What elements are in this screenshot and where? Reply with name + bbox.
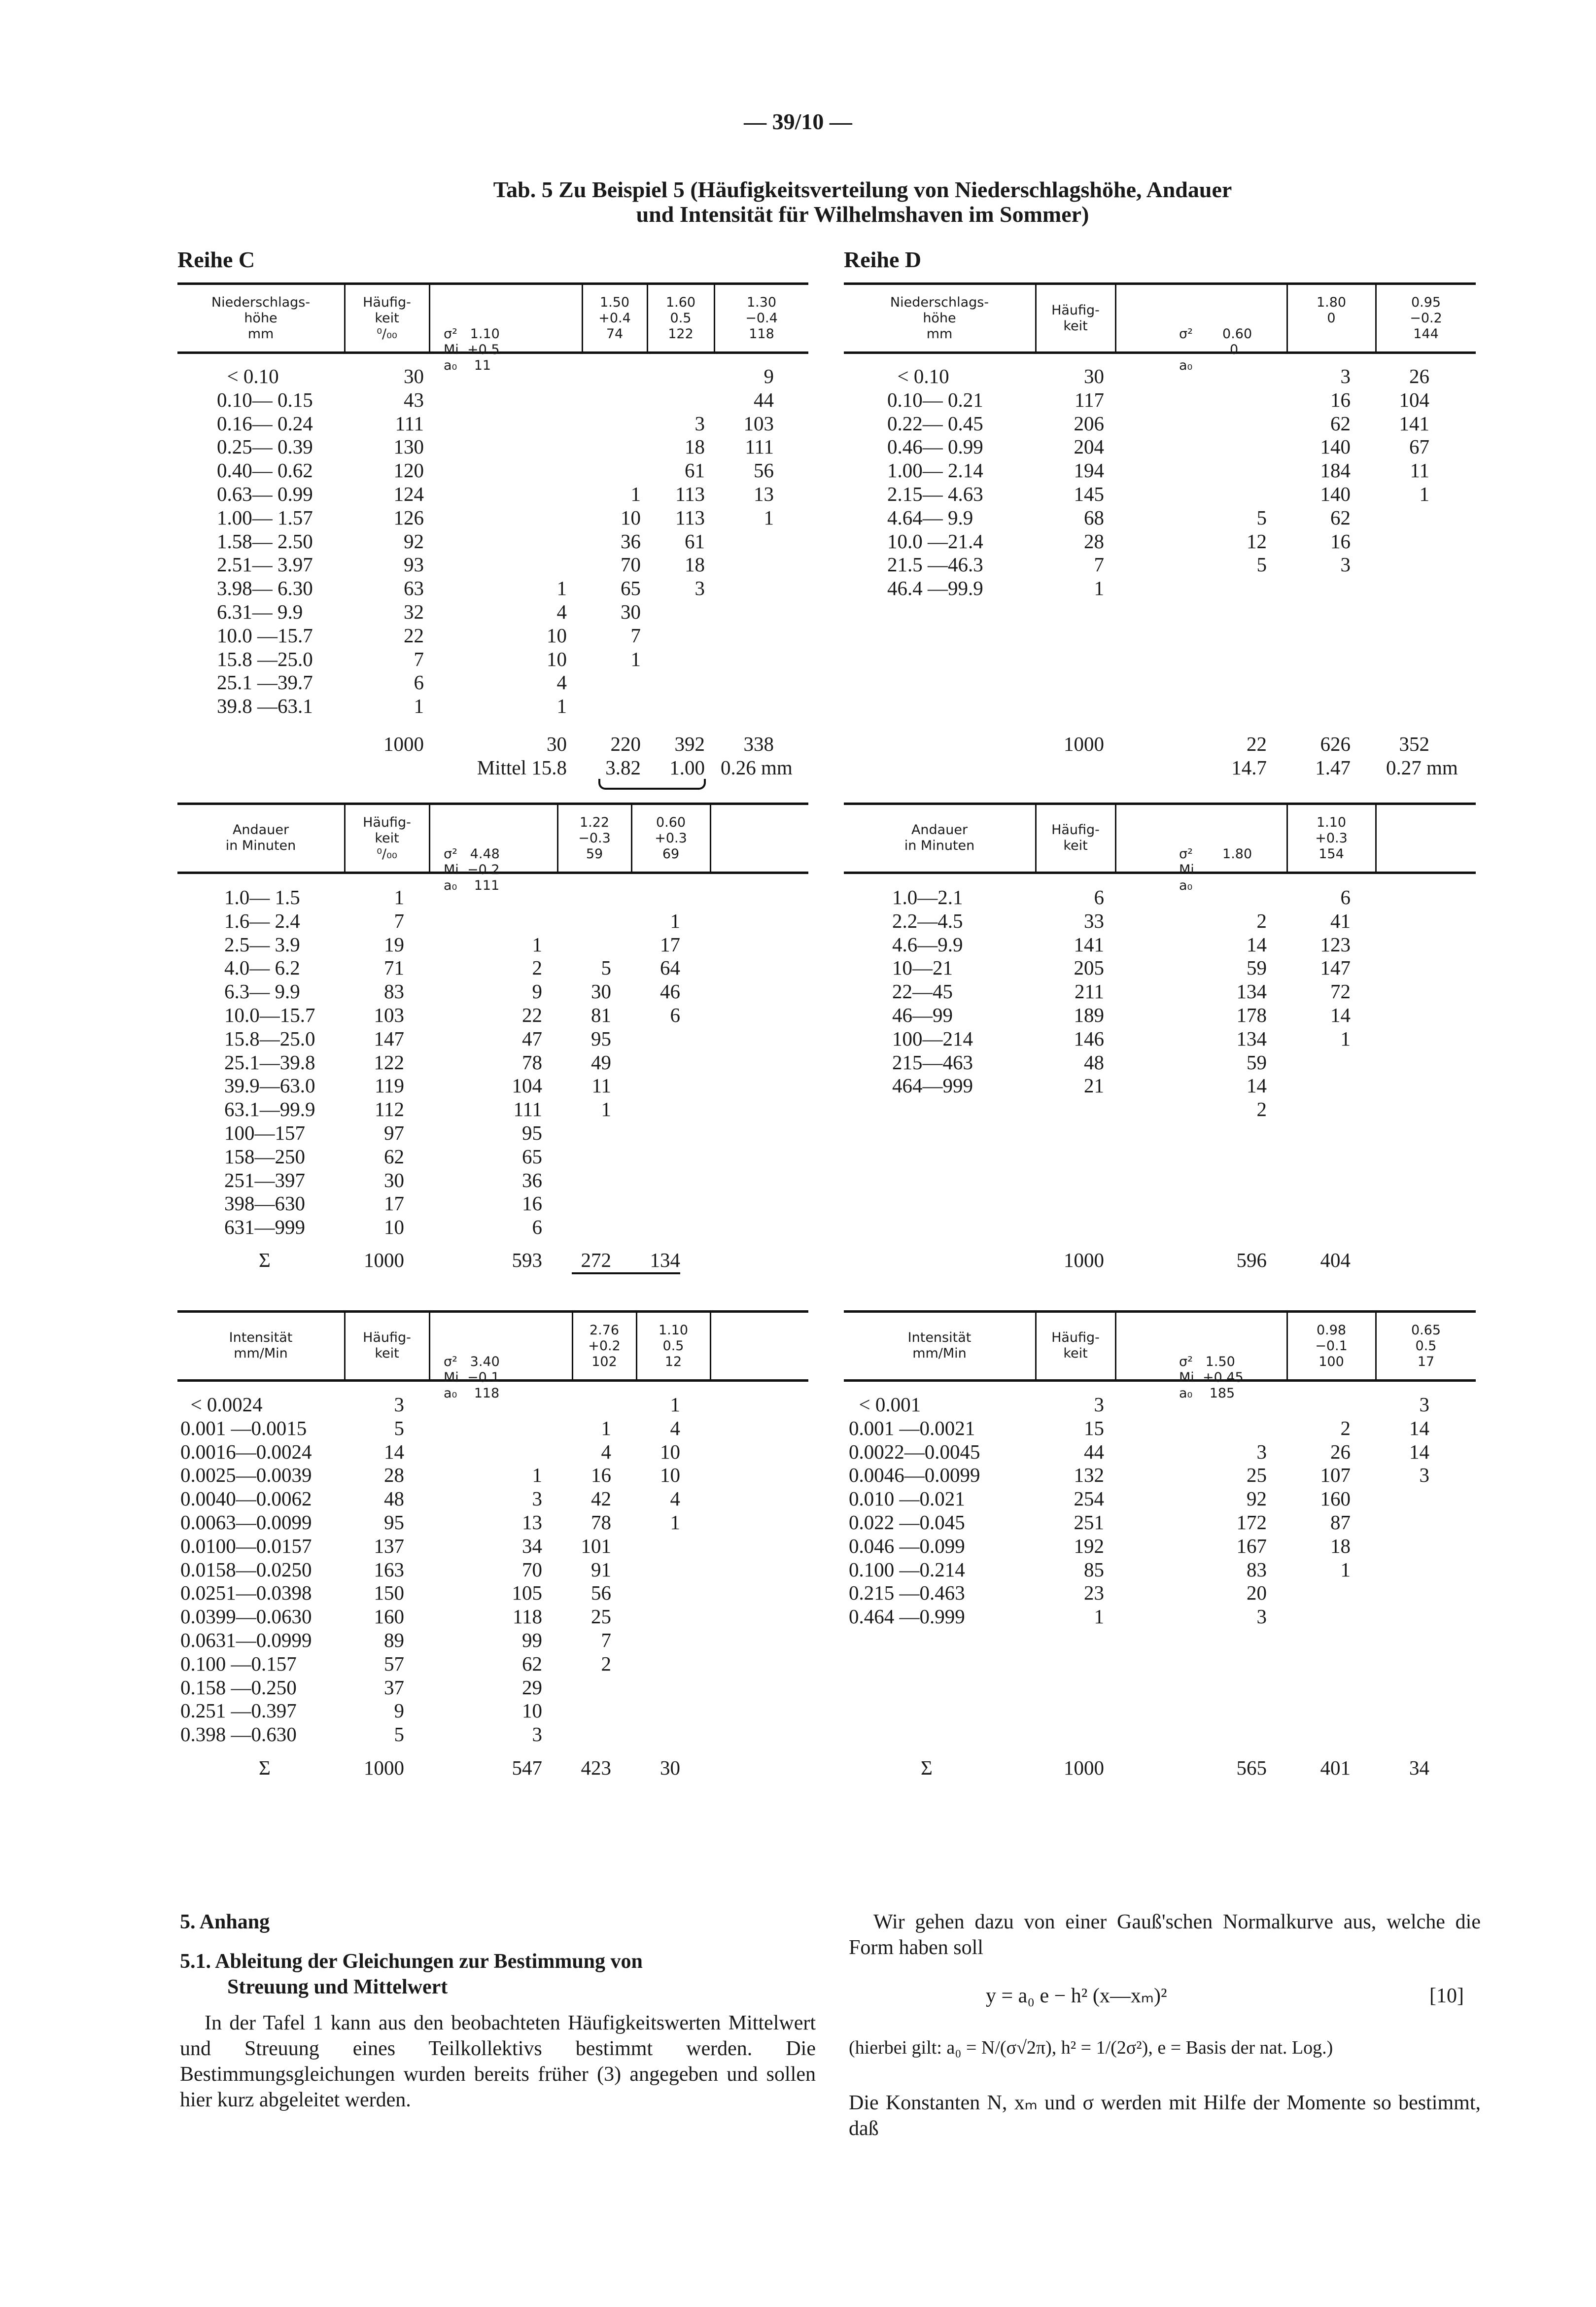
sigma-symbol: Σ [921,1756,933,1779]
column-frequency: 30 117 206 204 194 145 68 28 7 1 [1074,365,1104,600]
column-class-ranges: < 0.0024 0.001 —0.0015 0.0016—0.0024 0.0025—0.0039 0.0040—0.0062 0.0063—0.0099 0.0100—0.0157 0.0158—0.0250 0.0251—0.0398 0.0399—0.0630 0.0631—0.0999 0.100 —0.157 0.158 —0.250 0.251 —0.397 0.398 —0.630 [180,1393,312,1746]
header-frequency: Häufig- keit [1051,1330,1100,1361]
sum-param-1: 22 [1247,733,1267,755]
mittel-param-2: 1.47 [1315,756,1351,779]
column-frequency: 3 5 14 28 48 95 137 163 150 160 89 57 37 9 5 [374,1393,404,1746]
mittel-param-1: 14.7 [1231,756,1267,779]
right-paragraph-2: Die Konstanten N, xₘ und σ werden mit Hilfe der Momente so bestimmt, daß [849,2092,1481,2140]
sum-param-1: 593 [512,1249,542,1271]
sum-param-1: 565 [1236,1756,1267,1779]
formula-10: y = a₀ e − h² (x—xₘ)² [986,1985,1167,2007]
mittel-param-3: 1.00 [669,756,705,779]
column-param-1: 5 12 5 [1247,506,1267,576]
header-param-1: σ² 3.40 Mi −0.1 a₀ 118 [444,1354,500,1401]
column-frequency: 6 33 141 205 211 189 146 48 21 [1074,886,1104,1097]
column-frequency: 1 7 19 71 83 103 147 122 119 112 97 62 30 17 10 [374,886,404,1239]
column-frequency: 30 43 111 130 120 124 126 92 93 63 32 22 7 6 1 [393,365,424,718]
column-param-3: 1 4 10 10 4 1 [660,1393,680,1534]
sum-param-2: 423 [581,1756,611,1779]
sum-frequency: 1000 [364,1249,404,1271]
header-param-1: σ² 1.10 Mi +0.5 a₀ 11 [444,326,500,373]
caption-line-1: Tab. 5 Zu Beispiel 5 (Häufigkeitsverteilung von Niederschlagshöhe, Andauer [493,177,1232,202]
column-param-2: 6 41 123 147 72 14 1 [1320,886,1351,1050]
header-param-1: σ² 1.50 Mi +0.45 a₀ 185 [1179,1354,1244,1401]
header-frequency: Häufig- keit [1051,303,1100,334]
header-param-2: 1.22 −0.3 59 [578,815,611,862]
right-paragraph-1: Wir gehen dazu von einer Gauß'schen Normalkurve aus, welche die Form haben soll [849,1911,1481,1959]
mittel-param-4: 0.26 mm [721,756,793,779]
sum-frequency: 1000 [1064,733,1104,755]
header-param-3: 0.65 0.5 17 [1411,1323,1441,1369]
reihe-d-label: Reihe D [844,247,922,272]
column-class-ranges: < 0.001 0.001 —0.0021 0.0022—0.0045 0.0046—0.0099 0.010 —0.021 0.022 —0.045 0.046 —0.099 0.100 —0.214 0.215 —0.463 0.464 —0.999 [849,1393,980,1628]
header-param-3: 1.10 0.5 12 [658,1323,689,1369]
sum-param-3: 392 [674,733,705,755]
header-label: Andauer in Minuten [904,822,975,853]
header-frequency: Häufig- keit [363,1330,411,1361]
sum-param-3: 134 [650,1249,680,1271]
sigma-symbol: Σ [259,1249,271,1271]
sum-param-3: 352 [1399,733,1429,755]
sum-param-2: 272 [581,1249,611,1271]
column-param-3: 26 104 141 67 11 1 [1399,365,1429,505]
header-label: Andauer in Minuten [225,822,296,853]
formula-number: [10] [1429,1985,1464,2007]
sum-param-3: 30 [660,1756,680,1779]
column-param-2: 1 10 36 70 65 30 7 1 [621,482,641,670]
header-param-2: 2.76 +0.2 102 [588,1323,621,1369]
column-param-3: 1 17 64 46 6 [660,909,680,1026]
column-param-2: 3 16 62 140 184 140 62 16 3 [1320,365,1351,576]
column-class-ranges: < 0.10 0.10— 0.15 0.16— 0.24 0.25— 0.39 0.40— 0.62 0.63— 0.99 1.00— 1.57 1.58— 2.50 2.51— 3.97 3.98— 6.30 6.31— 9.9 10.0 —15.7 15.8 —25.0 25.1 —39.7 39.8 —63.1 [217,365,313,718]
column-param-1: 1 3 13 34 70 105 118 99 62 29 10 3 [512,1464,542,1746]
mittel-param-2: 3.82 [605,756,641,779]
header-param-1: σ² 0.60 0 a₀ [1179,326,1252,373]
header-label: Intensität mm/Min [229,1330,293,1361]
brace-mark [598,779,706,790]
column-param-2: 2 26 107 160 87 18 1 [1320,1416,1351,1581]
column-class-ranges: < 0.10 0.10— 0.21 0.22— 0.45 0.46— 0.99 1.00— 2.14 2.15— 4.63 4.64— 9.9 10.0 —21.4 21.5 —46.3 46.4 —99.9 [887,365,983,600]
table-caption [345,177,1380,227]
formula-hint: (hierbei gilt: a₀ = N/(σ√2π), h² = 1/(2σ²), e = Basis der nat. Log.) [849,2037,1333,2058]
sum-frequency: 1000 [1064,1249,1104,1271]
column-param-1: 2 14 59 134 178 134 59 14 2 [1236,909,1267,1121]
header-param-4: 1.30 −0.4 118 [745,295,778,342]
column-param-1: 3 25 92 172 167 83 20 3 [1236,1440,1267,1628]
sum-param-2: 404 [1320,1249,1351,1271]
header-param-3: 0.60 +0.3 69 [655,815,687,862]
header-param-2: 1.80 0 [1316,295,1347,326]
sum-param-4: 338 [743,733,774,755]
header-param-3: 0.95 −0.2 144 [1410,295,1442,342]
subsection-heading: 5.1. Ableitung der Gleichungen zur Bestimmung von Streuung und Mittelwert [180,1950,643,1998]
reihe-c-label: Reihe C [177,247,255,272]
sum-param-2: 220 [610,733,641,755]
column-frequency: 3 15 44 132 254 251 192 85 23 1 [1074,1393,1104,1628]
column-param-3: 3 18 61 113 113 61 18 3 [675,412,705,600]
column-param-1: 1 2 9 22 47 78 104 111 95 65 36 16 6 [512,933,542,1239]
sum-frequency: 1000 [364,1756,404,1779]
sum-param-2: 401 [1320,1756,1351,1779]
sum-frequency: 1000 [1064,1756,1104,1779]
sum-param-3: 34 [1409,1756,1429,1779]
header-param-1: σ² 1.80 Mi a₀ [1179,846,1252,893]
sum-frequency: 1000 [383,733,424,755]
header-param-3: 1.60 0.5 122 [665,295,696,342]
column-class-ranges: 1.0— 1.5 1.6— 2.4 2.5— 3.9 4.0— 6.2 6.3— 9.9 10.0—15.7 15.8—25.0 25.1—39.8 39.9—63.0 63.1—99.9 100—157 158—250 251—397 398—630 631—999 [224,886,315,1239]
header-frequency: Häufig- keit ⁰/₀₀ [363,815,411,862]
header-param-1: σ² 4.48 Mi −0.2 a₀ 111 [444,846,500,893]
column-param-2: 5 30 81 95 49 11 1 [591,956,611,1121]
header-label: Niederschlags- höhe mm [890,295,989,342]
sum-param-1: 30 [547,733,567,755]
column-param-2: 1 4 16 42 78 101 91 56 25 7 2 [581,1416,611,1675]
column-param-3: 3 14 14 3 [1409,1393,1429,1487]
mittel-label: Mittel 15.8 [477,756,567,779]
caption-line-2: und Intensität für Wilhelmshaven im Sommer) [636,202,1089,227]
header-frequency: Häufig- keit [1051,822,1100,853]
page-number: — 39/10 — [744,109,852,134]
mittel-param-3: 0.27 mm [1386,756,1458,779]
section-heading: 5. Anhang [180,1911,270,1933]
header-label: Niederschlags- höhe mm [211,295,311,342]
sum-param-1: 596 [1236,1249,1267,1271]
sum-underline [572,1272,680,1274]
header-frequency: Häufig- keit ⁰/₀₀ [363,295,411,342]
header-param-2: 1.10 +0.3 154 [1315,815,1348,862]
header-param-2: 1.50 +0.4 74 [598,295,631,342]
sum-param-2: 626 [1320,733,1351,755]
column-param-1: 1 4 10 10 4 1 [547,577,567,718]
header-label: Intensität mm/Min [907,1330,971,1361]
sum-param-1: 547 [512,1756,542,1779]
sigma-symbol: Σ [259,1756,271,1779]
column-param-4: 9 44 103 111 56 13 1 [743,365,774,529]
header-param-2: 0.98 −0.1 100 [1315,1323,1348,1369]
left-paragraph: In der Tafel 1 kann aus den beobachteten Häufigkeitswerten Mittelwert und Streuung eines Teilkollektivs bestimmt werden. Die Bestimmungsgleichungen wurden bereits früher (3) angegeben und sollen hier kurz abgeleitet werden. [180,2012,816,2111]
column-class-ranges: 1.0—2.1 2.2—4.5 4.6—9.9 10—21 22—45 46—99 100—214 215—463 464—999 [892,886,973,1097]
